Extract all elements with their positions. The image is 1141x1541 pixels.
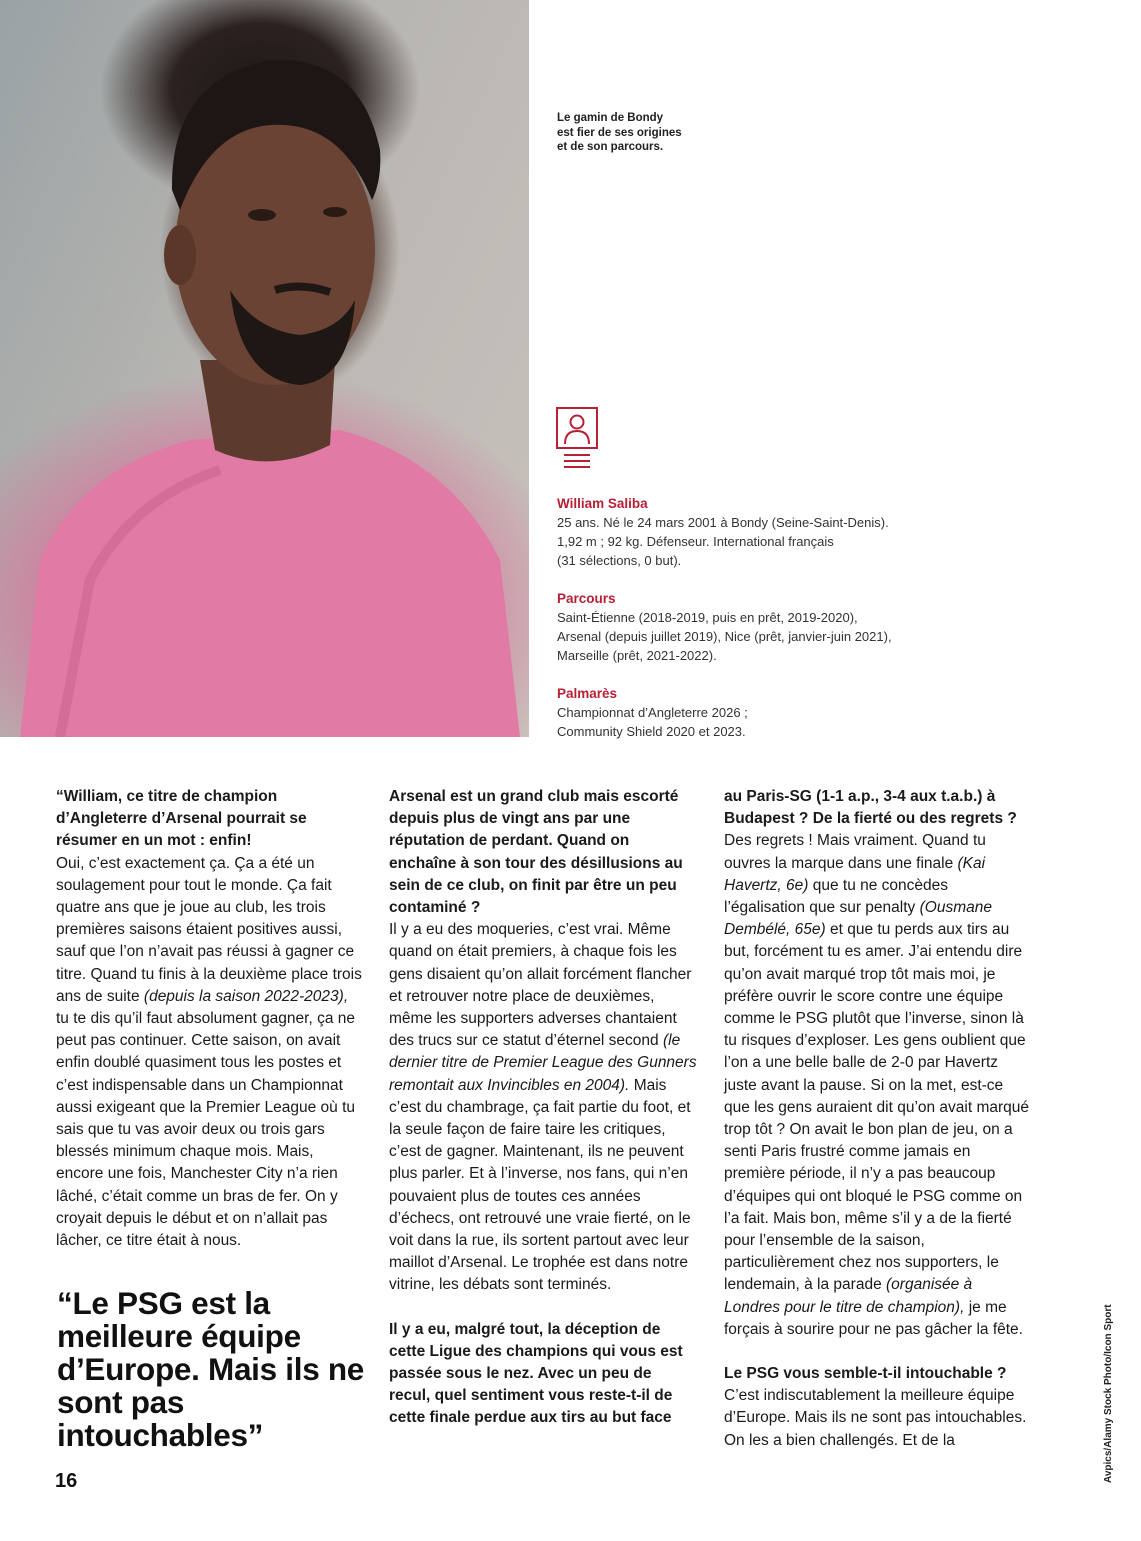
question: Arsenal est un grand club mais escorté depuis plus de vingt ans par une réputation de perdant. Quand on enchaîne à son tour des désillusions au sein de ce club, on finit par être un peu contaminé ? [389, 788, 683, 917]
question: “William, ce titre de champion d’Angleterre d’Arsenal pourrait se résumer en un mot : enfin! [56, 788, 307, 850]
question: Il y a eu, malgré tout, la déception de cette Ligue des champions qui vous est passée sous le nez. Avec un peu de recul, quel sentiment vous reste-t-il de cette finale perdue aux tirs au but face [389, 1320, 683, 1427]
parcours-line: Saint-Étienne (2018-2019, puis en prêt, 2019-2020), [557, 610, 858, 625]
page-number: 16 [55, 1470, 78, 1492]
question-continued: au Paris-SG (1-1 a.p., 3-4 aux t.a.b.) à Budapest ? De la fierté ou des regrets ? [724, 788, 1017, 828]
parcours-line: Arsenal (depuis juillet 2019), Nice (prêt, janvier-juin 2021), [557, 629, 892, 644]
palmares-line: Championnat d’Angleterre 2026 ; [557, 705, 748, 720]
parcours-line: Marseille (prêt, 2021-2022). [557, 648, 717, 663]
question: Le PSG vous semble-t-il intouchable ? [724, 1365, 1007, 1383]
pull-quote: “Le PSG est la meilleure équipe d’Europe. Mais ils ne sont pas intouchables” [57, 1285, 365, 1453]
player-name: William Saliba [557, 496, 648, 511]
article-column-2 [389, 786, 697, 1430]
answer: Oui, c’est exactement ça. Ça a été un soulagement pour tout le monde. Ça fait quatre ans que je joue au club, les trois premières saisons étaient positives aussi, sauf que l’on n’avait pas réussi à gagner ce titre. Quand tu finis à la deuxième place trois ans de suite (depuis la saison 2022-2023), tu te dis qu’il faut absolument gagner, ça ne peut pas continuer. Cette saison, on avait enfin doublé quasiment tous les postes et c’est indispensable dans un Championnat aussi exigeant que la Premier League où tu sais que tu vas avoir deux ou trois gars blessés minimum chaque mois. Mais, encore une fois, Manchester City n’a rien lâché, c’était comme un bras de fer. On y croyait depuis le début et on n’allait pas lâcher, ce titre était à nous. [56, 854, 362, 1250]
answer: C’est indiscutablement la meilleure équipe d’Europe. Mais ils ne sont pas intouchables. On les a bien challengés. Et de la [724, 1387, 1027, 1449]
answer: Des regrets ! Mais vraiment. Quand tu ouvres la marque dans une finale (Kai Havertz, 6e) que tu ne concèdes l’égalisation que sur penalty (Ousmane Dembélé, 65e) et que tu perds aux tirs au but, forcément tu es amer. J’ai entendu dire qu’on avait marqué trop tôt mais moi, je préfère ouvrir le score contre une équipe comme le PSG plutôt que l’inverse, sinon là tu risques d’exploser. Les gens oublient que l’on a une belle balle de 2-0 par Havertz juste avant la pause. Si on la met, est-ce que les gens auraient dit qu’on avait marqué trop tôt ? On avait le bon plan de jeu, on a senti Paris frustré comme jamais en première période, il n’y a pas beaucoup d’équipes qui ont bloqué le PSG comme on l’a fait. Mais bon, même s’il y a de la fierté pour l’ensemble de la saison, particulièrement chez nos supporters, le lendemain, à la parade (organisée à Londres pour le titre de champion), je me forçais à sourire pour ne pas gâcher la fête. [724, 832, 1030, 1338]
bio-line: (31 sélections, 0 but). [557, 553, 682, 568]
photo-caption [557, 111, 757, 155]
caption-line: Le gamin de Bondy [557, 112, 664, 124]
bio-line: 1,92 m ; 92 kg. Défenseur. International français [557, 534, 834, 549]
profile-icon [556, 407, 598, 476]
palmares-label: Palmarès [557, 686, 618, 701]
portrait-illustration [0, 0, 529, 737]
answer: Il y a eu des moqueries, c’est vrai. Même quand on était premiers, à chaque fois les gens disaient qu’on allait forcément flancher et retrouver notre place de deuxièmes, même les supporters adverses chantaient des trucs sur ce statut d’éternel second (le dernier titre de Premier League des Gunners remontait aux Invincibles en 2004). Mais c’est du chambrage, ça fait partie du foot, et la seule façon de faire taire les critiques, c’est de gagner. Maintenant, ils ne peuvent plus parler. Et à l’inverse, nos fans, qui n’en pouvaient plus de toutes ces années d’échecs, ont retrouvé une vraie fierté, on le voit dans la rue, ils sortent partout avec leur maillot d’Arsenal. Le trophée est dans notre vitrine, les débats sont terminés. [389, 921, 697, 1294]
caption-line: et de son parcours. [557, 141, 664, 153]
palmares-line: Community Shield 2020 et 2023. [557, 724, 746, 739]
article-column-3 [724, 786, 1032, 1452]
parcours-label: Parcours [557, 591, 616, 606]
photo-credit: Avpics/Alamy Stock Photo/Icon Sport [1103, 1304, 1114, 1483]
article-column-1 [56, 786, 364, 1252]
caption-line: est fier de ses origines [557, 126, 682, 139]
portrait-photo [0, 0, 529, 737]
bio-line: 25 ans. Né le 24 mars 2001 à Bondy (Seine-Saint-Denis). [557, 515, 889, 530]
fact-box [557, 494, 917, 760]
